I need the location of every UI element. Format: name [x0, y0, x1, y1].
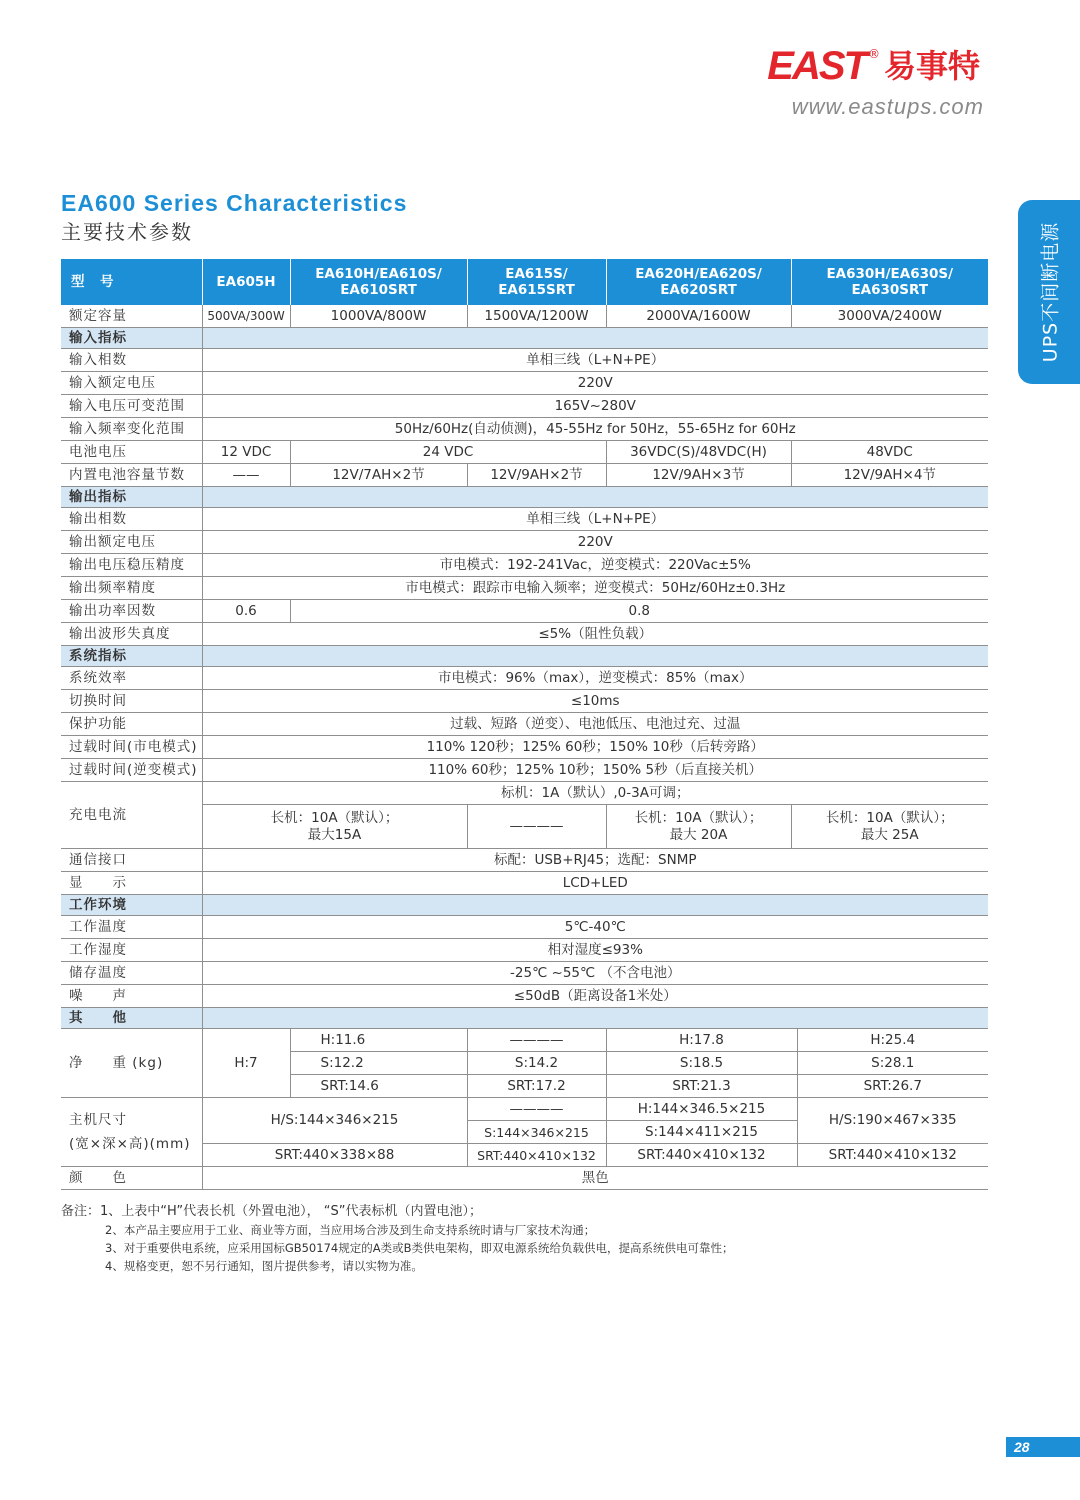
- table-row: [61, 372, 988, 395]
- table-row: [61, 962, 988, 985]
- row-label: 内置电池容量节数: [61, 464, 202, 487]
- model-header-ea620: EA620H/EA620S/ EA620SRT: [606, 259, 791, 305]
- table-row: [61, 531, 988, 554]
- table-cell: 黑色: [202, 1167, 988, 1190]
- table-cell: 5℃-40℃: [202, 916, 988, 939]
- table-cell: 单相三线（L+N+PE）: [202, 349, 988, 372]
- table-row: [61, 623, 988, 646]
- row-label: 净 重 (kg): [61, 1029, 202, 1098]
- row-label: 输入额定电压: [61, 372, 202, 395]
- table-row: [61, 1098, 988, 1121]
- table-cell: S:144×346×215: [467, 1121, 606, 1144]
- section-row: [61, 487, 988, 508]
- website-url: www.eastups.com: [791, 94, 984, 119]
- table-cell: H/S:190×467×335: [797, 1098, 988, 1144]
- table-cell: 12 VDC: [202, 441, 290, 464]
- table-cell: 2000VA/1600W: [606, 305, 791, 328]
- table-row: [61, 418, 988, 441]
- row-label: 输出波形失真度: [61, 623, 202, 646]
- table-row: [61, 667, 988, 690]
- table-cell: 50Hz/60Hz(自动侦测)，45-55Hz for 50Hz，55-65Hz for 60Hz: [202, 418, 988, 441]
- east-logo: [767, 45, 980, 87]
- row-label: 显 示: [61, 872, 202, 895]
- row-label: 输出相数: [61, 508, 202, 531]
- note-line: 3、对于重要供电系统，应采用国标GB50174规定的A类或B类供电架构，即双电源系统给负载供电，提高系统供电可靠性；: [105, 1241, 734, 1255]
- model-header-label: 型 号: [61, 259, 202, 305]
- table-row: [61, 1167, 988, 1190]
- table-cell: SRT:440×410×132: [797, 1144, 988, 1167]
- table-row: [61, 395, 988, 418]
- table-row: [61, 464, 988, 487]
- table-cell: 3000VA/2400W: [791, 305, 988, 328]
- table-cell: 110% 120秒；125% 60秒；150% 10秒（后转旁路）: [202, 736, 988, 759]
- table-cell: 0.8: [290, 600, 988, 623]
- page-title-cn: 主要技术参数: [61, 220, 193, 244]
- table-cell: S:144×411×215: [606, 1121, 797, 1144]
- table-cell: 12V/7AH×2节: [290, 464, 467, 487]
- table-cell: H:7: [202, 1029, 290, 1098]
- section-row: [61, 1008, 988, 1029]
- section-label: 输出指标: [61, 487, 202, 508]
- logo-chinese: 易事特: [883, 47, 980, 85]
- model-header-ea630: EA630H/EA630S/ EA630SRT: [791, 259, 988, 305]
- section-row: [61, 646, 988, 667]
- table-cell: S:28.1: [797, 1052, 988, 1075]
- table-cell: 48VDC: [791, 441, 988, 464]
- table-cell: H:11.6: [290, 1029, 467, 1052]
- table-cell: 标配：USB+RJ45；选配：SNMP: [202, 849, 988, 872]
- table-row: [61, 736, 988, 759]
- table-cell: 长机：10A（默认）； 最大15A: [202, 805, 467, 849]
- row-label: 切换时间: [61, 690, 202, 713]
- table-cell: SRT:26.7: [797, 1075, 988, 1098]
- row-label: 输出功率因数: [61, 600, 202, 623]
- row-label: 输出额定电压: [61, 531, 202, 554]
- table-cell: 标机：1A（默认）,0-3A可调；: [202, 782, 988, 805]
- section-label: 系统指标: [61, 646, 202, 667]
- model-header-ea605: EA605H: [202, 259, 290, 305]
- table-cell: 1500VA/1200W: [467, 305, 606, 328]
- table-cell: SRT:440×338×88: [202, 1144, 467, 1167]
- table-cell: SRT:440×410×132: [467, 1144, 606, 1167]
- table-cell: S:14.2: [467, 1052, 606, 1075]
- row-label: 主机尺寸 (宽×深×高)(mm): [61, 1098, 202, 1167]
- table-row: [61, 441, 988, 464]
- table-cell: 220V: [202, 372, 988, 395]
- table-cell: SRT:14.6: [290, 1075, 467, 1098]
- row-label: 颜 色: [61, 1167, 202, 1190]
- table-cell: 1000VA/800W: [290, 305, 467, 328]
- table-cell: SRT:440×410×132: [606, 1144, 797, 1167]
- table-cell: 0.6: [202, 600, 290, 623]
- table-cell: 相对湿度≤93%: [202, 939, 988, 962]
- table-row: [61, 916, 988, 939]
- table-cell: ——: [202, 464, 290, 487]
- row-label: 输入频率变化范围: [61, 418, 202, 441]
- note-line: 备注：1、上表中“H”代表长机（外置电池）， “S”代表标机（内置电池）；: [61, 1204, 482, 1219]
- row-label: 额定容量: [61, 305, 202, 328]
- spec-table: [61, 259, 988, 1190]
- table-row: [61, 690, 988, 713]
- page-number: 28: [1006, 1437, 1080, 1457]
- table-cell: 12V/9AH×4节: [791, 464, 988, 487]
- table-row: [61, 349, 988, 372]
- section-row: [61, 895, 988, 916]
- table-row: [61, 508, 988, 531]
- table-cell: LCD+LED: [202, 872, 988, 895]
- table-cell: 110% 60秒；125% 10秒；150% 5秒（后直接关机）: [202, 759, 988, 782]
- table-cell: 过载、短路（逆变）、电池低压、电池过充、过温: [202, 713, 988, 736]
- notes: [61, 1203, 733, 1275]
- table-cell: 单相三线（L+N+PE）: [202, 508, 988, 531]
- table-row: [61, 713, 988, 736]
- table-cell: 165V~280V: [202, 395, 988, 418]
- table-row: [61, 1029, 988, 1052]
- side-tab-label: UPS不间断电源: [1039, 221, 1062, 363]
- table-row: [61, 759, 988, 782]
- table-row: [61, 849, 988, 872]
- table-cell: ————: [467, 805, 606, 849]
- row-label: 工作温度: [61, 916, 202, 939]
- logo-wordmark: EAST: [767, 44, 866, 88]
- table-cell: 市电模式：96%（max），逆变模式：85%（max）: [202, 667, 988, 690]
- table-row: [61, 554, 988, 577]
- table-cell: 市电模式：192-241Vac，逆变模式：220Vac±5%: [202, 554, 988, 577]
- table-cell: 市电模式：跟踪市电输入频率；逆变模式：50Hz/60Hz±0.3Hz: [202, 577, 988, 600]
- row-label: 充电电流: [61, 782, 202, 849]
- model-header-ea615: EA615S/ EA615SRT: [467, 259, 606, 305]
- table-row: [61, 782, 988, 805]
- table-row: [61, 305, 988, 328]
- table-cell: S:18.5: [606, 1052, 797, 1075]
- section-row: [61, 328, 988, 349]
- registered-mark: ®: [867, 47, 880, 61]
- table-cell: H:144×346.5×215: [606, 1098, 797, 1121]
- table-cell: 12V/9AH×3节: [606, 464, 791, 487]
- table-cell: 24 VDC: [290, 441, 606, 464]
- row-label: 输入电压可变范围: [61, 395, 202, 418]
- note-line: 4、规格变更，恕不另行通知，图片提供参考，请以实物为准。: [105, 1259, 423, 1273]
- table-row: [61, 939, 988, 962]
- section-label: 输入指标: [61, 328, 202, 349]
- table-cell: H:25.4: [797, 1029, 988, 1052]
- row-label: 电池电压: [61, 441, 202, 464]
- table-row: [61, 985, 988, 1008]
- table-cell: -25℃ ~55℃ （不含电池）: [202, 962, 988, 985]
- table-cell: SRT:21.3: [606, 1075, 797, 1098]
- row-label: 系统效率: [61, 667, 202, 690]
- table-cell: ————: [467, 1098, 606, 1121]
- page-title-en: EA600 Series Characteristics: [61, 190, 408, 216]
- table-header-row: [61, 259, 988, 305]
- table-cell: H/S:144×346×215: [202, 1098, 467, 1144]
- row-label: 工作湿度: [61, 939, 202, 962]
- table-cell: S:12.2: [290, 1052, 467, 1075]
- section-label: 工作环境: [61, 895, 202, 916]
- row-label: 过载时间(逆变模式): [61, 759, 202, 782]
- table-row: [61, 577, 988, 600]
- table-cell: ≤10ms: [202, 690, 988, 713]
- side-tab: [1018, 200, 1080, 384]
- row-label: 过载时间(市电模式): [61, 736, 202, 759]
- table-cell: H:17.8: [606, 1029, 797, 1052]
- table-cell: 500VA/300W: [202, 305, 290, 328]
- table-cell: ≤50dB（距离设备1米处）: [202, 985, 988, 1008]
- table-cell: 长机：10A（默认）； 最大 25A: [791, 805, 988, 849]
- row-label: 噪 声: [61, 985, 202, 1008]
- row-label: 通信接口: [61, 849, 202, 872]
- table-cell: 长机：10A（默认）； 最大 20A: [606, 805, 791, 849]
- table-row: [61, 600, 988, 623]
- table-cell: ≤5%（阻性负载）: [202, 623, 988, 646]
- section-label: 其 他: [61, 1008, 202, 1029]
- note-line: 2、本产品主要应用于工业、商业等方面，当应用场合涉及到生命支持系统时请与厂家技术沟通；: [105, 1223, 596, 1237]
- row-label: 输出频率精度: [61, 577, 202, 600]
- table-cell: 12V/9AH×2节: [467, 464, 606, 487]
- row-label: 储存温度: [61, 962, 202, 985]
- table-cell: SRT:17.2: [467, 1075, 606, 1098]
- row-label: 保护功能: [61, 713, 202, 736]
- table-row: [61, 872, 988, 895]
- model-header-ea610: EA610H/EA610S/ EA610SRT: [290, 259, 467, 305]
- row-label: 输出电压稳压精度: [61, 554, 202, 577]
- table-cell: 220V: [202, 531, 988, 554]
- row-label: 输入相数: [61, 349, 202, 372]
- table-cell: ————: [467, 1029, 606, 1052]
- table-cell: 36VDC(S)/48VDC(H): [606, 441, 791, 464]
